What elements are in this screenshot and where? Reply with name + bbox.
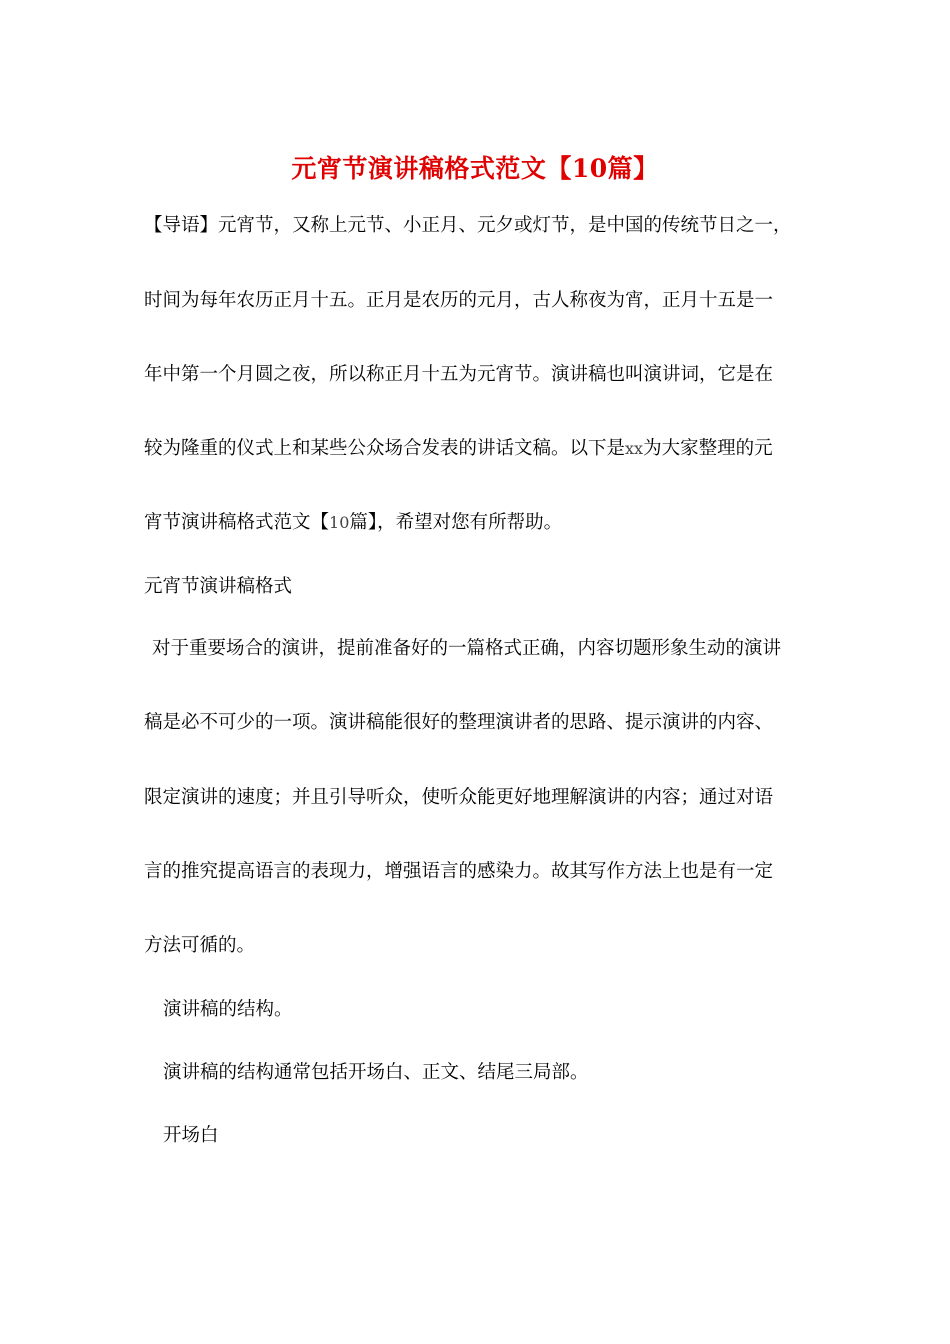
intro-line-5-start: 宵节演讲稿格式范文【 bbox=[144, 512, 330, 533]
intro-line-1: 【导语】元宵节，又称上元节、小正月、元夕或灯节，是中国的传统节日之一， bbox=[144, 215, 792, 236]
body-line-4: 言的推究提高语言的表现力，增强语言的感染力。故其写作方法上也是有一定 bbox=[144, 861, 774, 882]
intro-line-2: 时间为每年农历正月十五。正月是农历的元月，古人称夜为宵，正月十五是一 bbox=[144, 290, 774, 311]
structure-text: 演讲稿的结构通常包括开场白、正文、结尾三局部。 bbox=[163, 1062, 589, 1083]
body-line-3: 限定演讲的速度；并且引导听众，使听众能更好地理解演讲的内容；通过对语 bbox=[144, 787, 774, 808]
intro-line-4 bbox=[144, 435, 773, 463]
intro-line-5-number: 10 bbox=[329, 513, 350, 532]
section-heading: 元宵节演讲稿格式 bbox=[144, 576, 293, 597]
body-line-1: 对于重要场合的演讲，提前准备好的一篇格式正确，内容切题形象生动的演讲 bbox=[152, 638, 782, 659]
intro-line-4-start: 较为隆重的仪式上和某些公众场合发表的讲话文稿。以下是 bbox=[144, 438, 626, 459]
opening-heading: 开场白 bbox=[163, 1125, 219, 1146]
intro-line-5-end: 篇】，希望对您有所帮助。 bbox=[349, 512, 563, 533]
intro-line-4-end: 为大家整理的元 bbox=[643, 438, 773, 459]
structure-heading: 演讲稿的结构。 bbox=[163, 999, 293, 1020]
intro-line-5 bbox=[144, 509, 562, 537]
intro-line-4-placeholder: xx bbox=[625, 439, 644, 458]
intro-line-3: 年中第一个月圆之夜，所以称正月十五为元宵节。演讲稿也叫演讲词，它是在 bbox=[144, 364, 774, 385]
document-title: 元宵节演讲稿格式范文【10篇】 bbox=[291, 154, 659, 183]
body-line-5: 方法可循的。 bbox=[144, 935, 256, 956]
body-line-2: 稿是必不可少的一项。演讲稿能很好的整理演讲者的思路、提示演讲的内容、 bbox=[144, 712, 774, 733]
